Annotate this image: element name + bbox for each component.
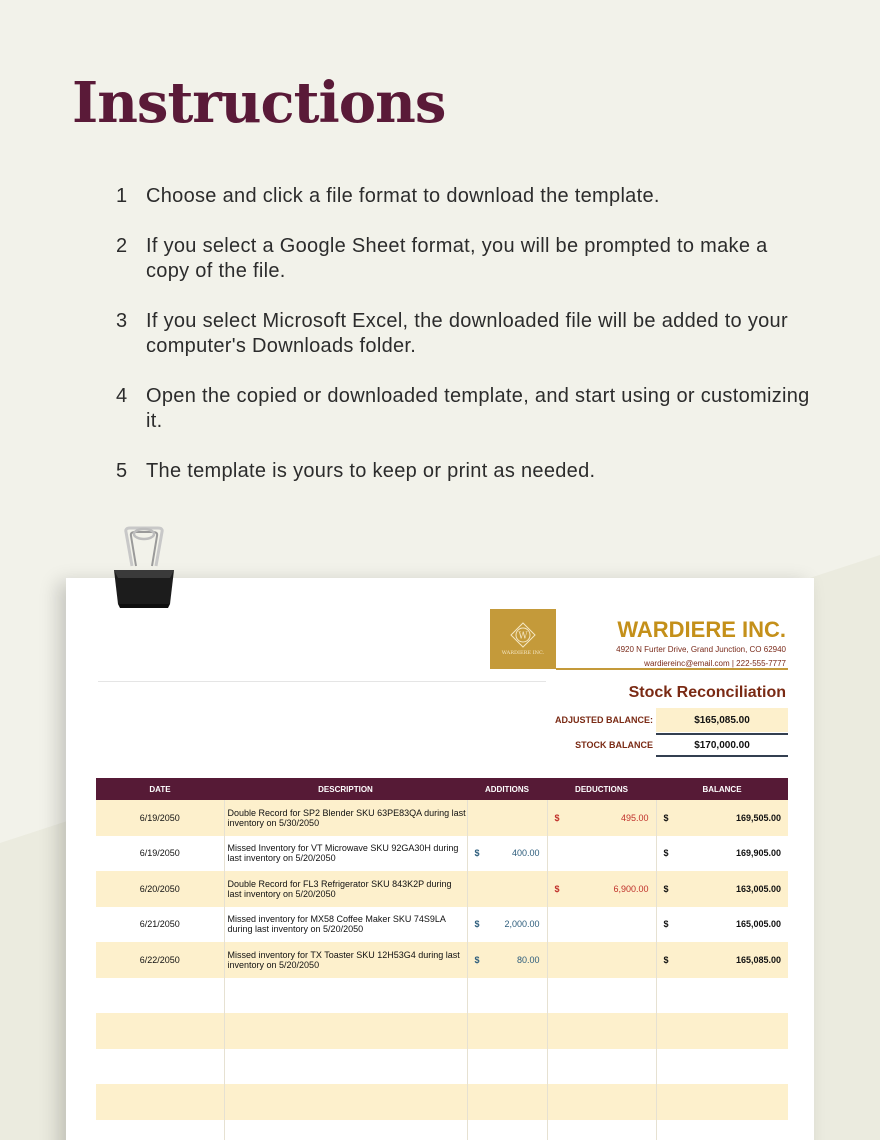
instruction-step (116, 459, 816, 484)
currency-symbol: $ (474, 848, 480, 859)
cell-balance (656, 907, 788, 943)
addition-value: 80.00 (516, 954, 540, 965)
cell-date: 6/20/2050 (96, 871, 224, 907)
currency-symbol: $ (663, 919, 669, 930)
document-title: Stock Reconciliation (628, 684, 786, 701)
instruction-step (116, 234, 816, 284)
step-number: 4 (116, 385, 128, 407)
cell-description: Missed inventory for MX58 Coffee Maker SKU 74S9LA during last inventory on 5/20/2050 (224, 907, 467, 943)
currency-symbol: $ (554, 883, 560, 894)
header-divider (556, 668, 788, 670)
instruction-step (116, 184, 816, 209)
cell-addition (467, 907, 547, 943)
cell-addition (467, 836, 547, 872)
company-logo (490, 609, 556, 669)
step-text: If you select a Google Sheet format, you will be prompted to make a copy of the file. (146, 235, 768, 282)
step-number: 5 (116, 460, 128, 482)
cell-addition (467, 942, 547, 978)
empty-row (96, 978, 788, 1014)
cell-deduction (547, 907, 656, 943)
logo-text: WARDIERE INC. (501, 650, 545, 656)
header-deductions: DEDUCTIONS (547, 778, 656, 800)
cell-deduction (547, 871, 656, 907)
cell-balance (656, 871, 788, 907)
table-row (96, 942, 788, 978)
instruction-step (116, 309, 816, 359)
currency-symbol: $ (474, 919, 480, 930)
currency-symbol: $ (663, 954, 669, 965)
deduction-value: 495.00 (620, 812, 649, 823)
reconciliation-table (96, 778, 788, 1140)
cell-date: 6/19/2050 (139, 848, 180, 859)
step-text: If you select Microsoft Excel, the downloaded file will be added to your computer's Downloads folder. (146, 310, 788, 357)
cell-date: 6/21/2050 (139, 919, 180, 930)
cell-balance (656, 800, 788, 836)
step-text: The template is yours to keep or print as needed. (146, 460, 596, 482)
empty-row (96, 1084, 788, 1120)
table-row (96, 907, 788, 943)
currency-symbol: $ (663, 883, 669, 894)
instruction-step (116, 384, 816, 434)
cell-description: Missed inventory for TX Toaster SKU 12H53G4 during last inventory on 5/20/2050 (224, 942, 467, 978)
table-row (96, 836, 788, 872)
cell-balance (656, 836, 788, 872)
balance-value: 163,005.00 (735, 883, 781, 894)
header-rule (98, 681, 546, 682)
table-row (96, 800, 788, 836)
header-date: DATE (96, 778, 224, 800)
cell-date: 6/19/2050 (96, 800, 224, 836)
table-header-row (96, 778, 788, 800)
balance-value: 169,905.00 (735, 848, 781, 859)
currency-symbol: $ (554, 812, 560, 823)
cell-deduction (547, 800, 656, 836)
svg-text:W: W (518, 631, 528, 642)
step-number: 2 (116, 235, 128, 257)
cell-description: Double Record for FL3 Refrigerator SKU 843K2P during last inventory on 5/20/2050 (224, 871, 467, 907)
currency-symbol: $ (663, 812, 669, 823)
currency-symbol: $ (663, 848, 669, 859)
currency-symbol: $ (474, 954, 480, 965)
adjusted-balance-label: ADJUSTED BALANCE: (554, 715, 653, 725)
cell-deduction (547, 836, 656, 872)
stock-balance-value: $170,000.00 (656, 733, 788, 757)
company-name: WARDIERE INC. (617, 617, 786, 642)
cell-description: Missed Inventory for VT Microwave SKU 92GA30H during last inventory on 5/20/2050 (224, 836, 467, 872)
template-preview-sheet (66, 578, 814, 1140)
deduction-value: 6,900.00 (613, 883, 649, 894)
instruction-list (116, 184, 816, 509)
cell-addition (467, 871, 547, 907)
binder-clip-icon (108, 526, 180, 610)
step-number: 3 (116, 310, 128, 332)
step-number: 1 (116, 185, 128, 207)
balance-value: 165,085.00 (735, 954, 781, 965)
header-description: DESCRIPTION (224, 778, 467, 800)
cell-balance (656, 942, 788, 978)
cell-description: Double Record for SP2 Blender SKU 63PE83QA during last inventory on 5/30/2050 (224, 800, 467, 836)
table-row (96, 871, 788, 907)
empty-row (96, 1049, 788, 1085)
company-contact: wardiereinc@email.com | 222-555-7777 (644, 659, 786, 668)
header-balance: BALANCE (656, 778, 788, 800)
logo-emblem-icon (510, 622, 536, 648)
balance-value: 165,005.00 (735, 919, 781, 930)
addition-value: 400.00 (511, 848, 540, 859)
step-text: Choose and click a file format to download the template. (146, 185, 660, 207)
stock-balance-label: STOCK BALANCE (575, 740, 653, 750)
page-title: Instructions (72, 70, 446, 136)
cell-addition (467, 800, 547, 836)
cell-date: 6/22/2050 (96, 942, 224, 978)
cell-deduction (547, 942, 656, 978)
step-text: Open the copied or downloaded template, and start using or customizing it. (146, 385, 810, 432)
adjusted-balance-value: $165,085.00 (656, 708, 788, 732)
empty-row (96, 1013, 788, 1049)
balance-value: 169,505.00 (735, 812, 781, 823)
header-additions: ADDITIONS (467, 778, 547, 800)
addition-value: 2,000.00 (504, 919, 540, 930)
company-address: 4920 N Furter Drive, Grand Junction, CO 62940 (616, 645, 786, 654)
empty-row (96, 1120, 788, 1140)
